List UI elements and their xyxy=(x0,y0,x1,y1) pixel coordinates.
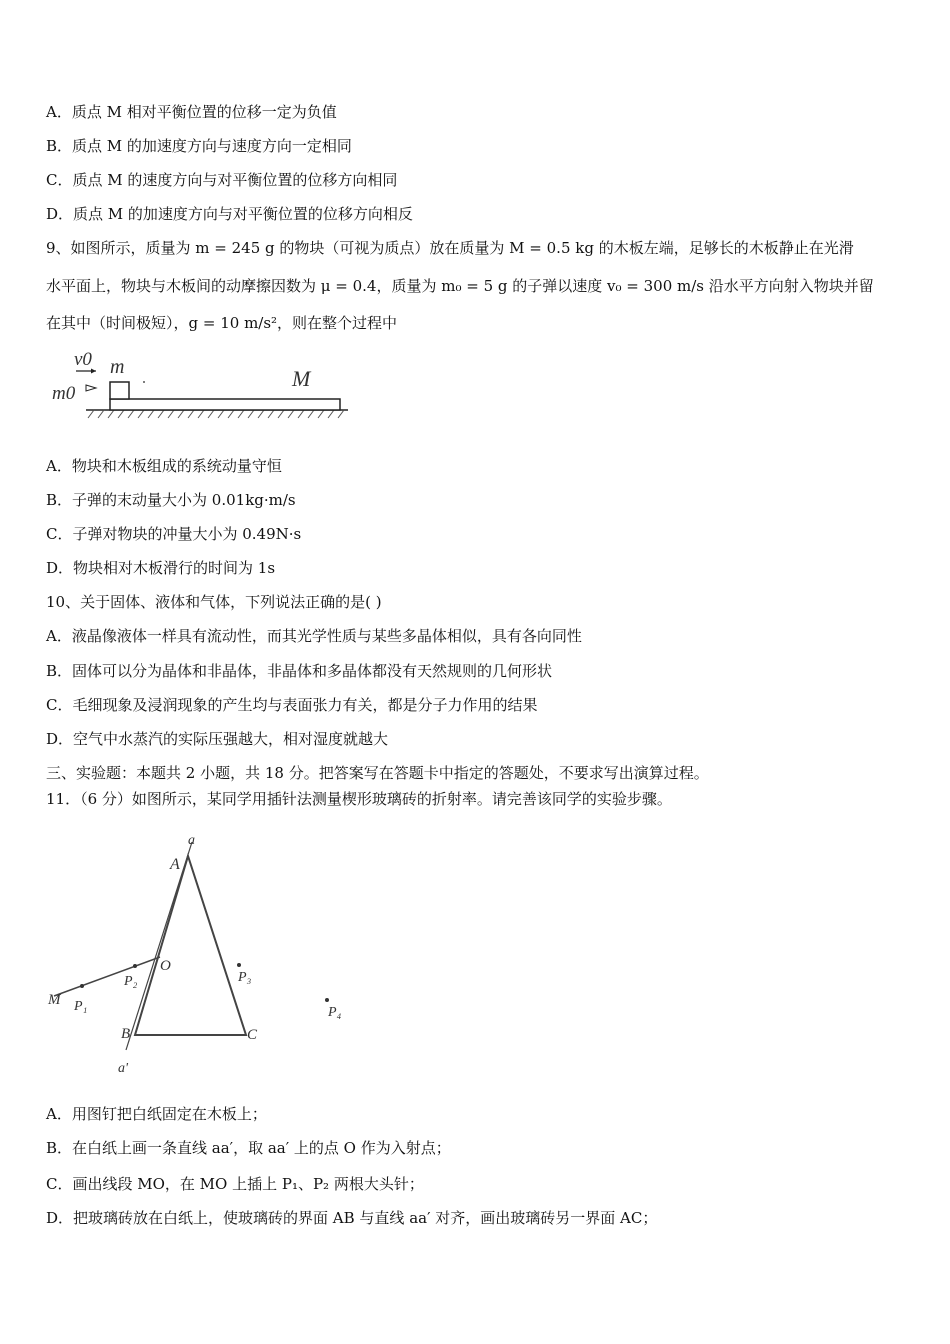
label-P3: P₃ xyxy=(238,970,252,985)
q9-stem-line1: 9、如图所示，质量为 m = 245 g 的物块（可视为质点）放在质量为 M = 0.5 kg 的木板左端，足够长的木板静止在光滑 xyxy=(46,239,854,257)
label-P2: P₂ xyxy=(124,974,138,989)
q10-option-d: D．空气中水蒸汽的实际压强越大，相对湿度就越大 xyxy=(46,730,389,748)
q9-stem-line2: 水平面上，物块与木板间的动摩擦因数为 μ = 0.4，质量为 m₀ = 5 g 的子弹以速度 v₀ = 300 m/s 沿水平方向射入物块并留 xyxy=(46,277,874,295)
label-B: B xyxy=(121,1026,131,1042)
q11-stem: 11．（6 分）如图所示，某同学用插针法测量楔形玻璃砖的折射率。请完善该同学的实验步骤。 xyxy=(46,790,672,808)
section-3-heading: 三、实验题：本题共 2 小题，共 18 分。把答案写在答题卡中指定的答题处，不要求写出演算过程。 xyxy=(46,764,709,782)
board-m xyxy=(110,399,340,410)
q11-step-b: B．在白纸上画一条直线 aa′，取 aa′ 上的点 O 作为入射点； xyxy=(46,1139,451,1157)
label-P1: P₁ xyxy=(74,999,88,1014)
q11-step-a: A．用图钉把白纸固定在木板上； xyxy=(46,1105,267,1123)
label-P4: P₄ xyxy=(328,1005,342,1020)
label-M: M xyxy=(48,992,61,1008)
label-O: O xyxy=(160,958,171,974)
label-big-m: M xyxy=(292,366,311,391)
q11-step-d: D．把玻璃砖放在白纸上，使玻璃砖的界面 AB 与直线 aa′ 对齐，画出玻璃砖另一界面 AC； xyxy=(46,1209,658,1227)
q11-step-c: C．画出线段 MO，在 MO 上插上 P₁、P₂ 两根大头针； xyxy=(46,1175,424,1193)
q11-figure xyxy=(44,828,364,1078)
glass-prism xyxy=(135,856,246,1035)
q8-option-c: C．质点 M 的速度方向与对平衡位置的位移方向相同 xyxy=(46,171,398,189)
q10-stem: 10、关于固体、液体和气体，下列说法正确的是( ) xyxy=(46,593,382,611)
q9-figure xyxy=(46,344,356,434)
q10-option-a: A．液晶像液体一样具有流动性，而其光学性质与某些多晶体相似，具有各向同性 xyxy=(46,627,582,645)
label-v0: v0 xyxy=(74,349,92,370)
block-m xyxy=(110,382,129,399)
q8-option-d: D．质点 M 的加速度方向与对平衡位置的位移方向相反 xyxy=(46,205,413,223)
q10-option-c: C．毛细现象及浸润现象的产生均与表面张力有关，都是分子力作用的结果 xyxy=(46,696,538,714)
q9-option-d: D．物块相对木板滑行的时间为 1s xyxy=(46,559,276,577)
bullet-icon xyxy=(86,385,96,391)
label-m: m xyxy=(110,356,125,378)
q9-option-b: B．子弹的末动量大小为 0.01kg·m/s xyxy=(46,491,296,509)
q9-option-c: C．子弹对物块的冲量大小为 0.49N·s xyxy=(46,525,302,543)
q10-option-b: B．固体可以分为晶体和非晶体，非晶体和多晶体都没有天然规则的几何形状 xyxy=(46,662,553,680)
label-C: C xyxy=(247,1027,258,1043)
label-a: a xyxy=(188,833,195,848)
q8-option-a: A．质点 M 相对平衡位置的位移一定为负值 xyxy=(46,103,337,121)
q8-option-b: B．质点 M 的加速度方向与速度方向一定相同 xyxy=(46,137,352,155)
label-m0: m0 xyxy=(52,383,76,404)
q9-stem-line3: 在其中（时间极短），g = 10 m/s²，则在整个过程中 xyxy=(46,314,398,332)
q9-option-a: A．物块和木板组成的系统动量守恒 xyxy=(46,457,282,475)
label-A: A xyxy=(170,856,180,873)
label-a-prime: a' xyxy=(118,1061,128,1076)
